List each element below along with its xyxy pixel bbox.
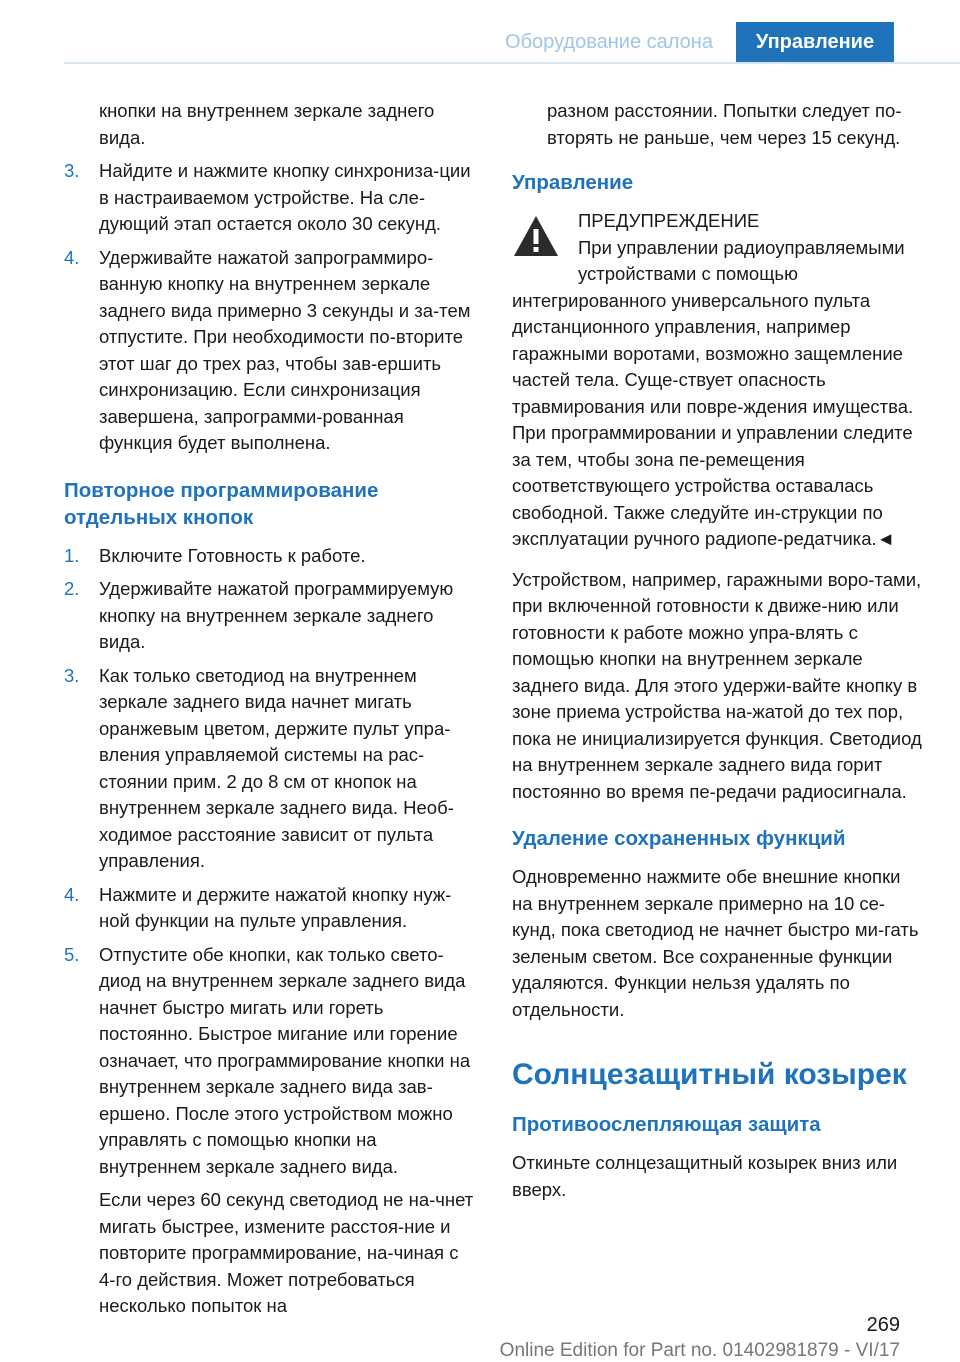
warning-triangle-icon [512,212,560,260]
list-number: 3. [64,160,80,181]
list-number: 5. [64,943,80,965]
header-section-label: Оборудование салона [505,31,713,53]
right-column [512,98,926,1217]
list-item-note: Если через 60 секунд светодиод не на-чнет мигать быстрее, измените расстоя-ние и повторите программирование, на-чиная с 4-го действия. Может потребоваться несколько попыток на [99,1189,474,1316]
list-item [64,576,480,656]
warning-text: При управлении радиоуправляемыми устройствами с помощью интегрированного универсального пульта дистанционного управления, например гаражными воротами, возможно защемление частей тела. Суще-ствует опасность травмирования или повре-ждения имущества. При программировании и управлении следите за тем, чтобы зона пе-ремещения соответствующего устройства оставалась свободной. Также следуйте ин-струкции по эксплуатации ручного радиопе-редатчика.◄ [512,236,914,549]
list-continuation: разном расстоянии. Попытки следует по-вторять не раньше, чем через 15 секунд. [547,100,902,148]
list-continuation: кнопки на внутреннем зеркале заднего вида. [99,100,435,148]
footer-edition: Online Edition for Part no. 01402981879 - VI/17 [499,1340,900,1361]
paragraph-glare-protection: Откиньте солнцезащитный козырек вниз или вверх. [512,1152,898,1200]
heading-sun-visor: Солнцезащитный козырек [512,1058,907,1091]
page-number: 269 [866,1314,900,1336]
header-chapter-tab: Управление [736,22,894,62]
left-column [64,98,480,1327]
list-text: Отпустите обе кнопки, как только свето-диод на внутреннем зеркале заднего вида начнет быстро мигать или гореть постоянно. Быстрое мигание или горение означает, что программирование кнопки на внутреннем зеркале заднего вида зав-ершено. После этого устройством можно управлять с помощью кнопки на внутреннем зеркале заднего вида. [99,943,471,1177]
list-item [64,663,480,875]
header-divider [64,62,960,64]
list-text: Удерживайте нажатой программируемую кнопку на внутреннем зеркале заднего вида. [99,578,454,652]
list-text: Включите Готовность к работе. [99,544,366,566]
list-item [64,543,480,570]
list-number: 3. [64,664,80,686]
heading-control: Управление [512,171,634,194]
heading-delete-functions: Удаление сохраненных функций [512,827,846,850]
list-item [64,158,480,238]
warning-title: ПРЕДУПРЕЖДЕНИЕ [578,210,760,231]
list-item [64,245,480,457]
list-number: 2. [64,578,80,599]
list-number: 1. [64,544,80,566]
heading-reprogram: Повторное программирование отдельных кнопок [64,478,379,529]
paragraph-delete-functions: Одновременно нажмите обе внешние кнопки на внутреннем зеркале примерно на 10 се-кунд, пока светодиод не начнет быстро ми-гать зеленым светом. Все сохраненные функции удаляются. Функции нельзя удалять по отдельности. [512,866,919,1020]
paragraph-control: Устройством, например, гаражными воро-тами, при включенной готовности к движе-нию или готовности к работе можно упра-влять с помощью кнопки на внутреннем зеркале заднего вида. Для этого удержи-вайте кнопку в зоне приема устройства на-жатой до тех пор, пока не инициализируется функция. Светодиод на внутреннем зеркале заднего вида горит постоянно во время пе-редачи радиосигнала. [512,568,922,802]
list-text: Как только светодиод на внутреннем зеркале заднего вида начнет мигать оранжевым цветом, держите пульт упра-вления управляемой системы на рас-стоянии прим. 2 до 8 см от кнопок на внутреннем зеркале заднего вида. Необ-ходимое расстояние зависит от пульта управления. [99,664,454,871]
heading-glare-protection: Противоослепляющая защита [512,1113,821,1136]
warning-block [512,208,926,553]
list-text: Удерживайте нажатой запрограммиро-ванную кнопку на внутреннем зеркале заднего вида примерно 3 секунды и за-тем отпустите. При необходимости по-вторите этот шаг до трех раз, чтобы зав-ершить синхронизацию. Если синхронизация завершена, запрограмми-рованная функция будет выполнена. [99,246,471,453]
list-number: 4. [64,246,80,268]
list-item [64,942,480,1181]
list-text: Нажмите и держите нажатой кнопку нуж-ной функции на пульте управления. [99,883,452,931]
list-item [64,882,480,935]
list-text: Найдите и нажмите кнопку синхрониза-ции в настраиваемом устройстве. На сле-дующий этап остается около 30 секунд. [99,160,471,234]
list-number: 4. [64,883,80,905]
